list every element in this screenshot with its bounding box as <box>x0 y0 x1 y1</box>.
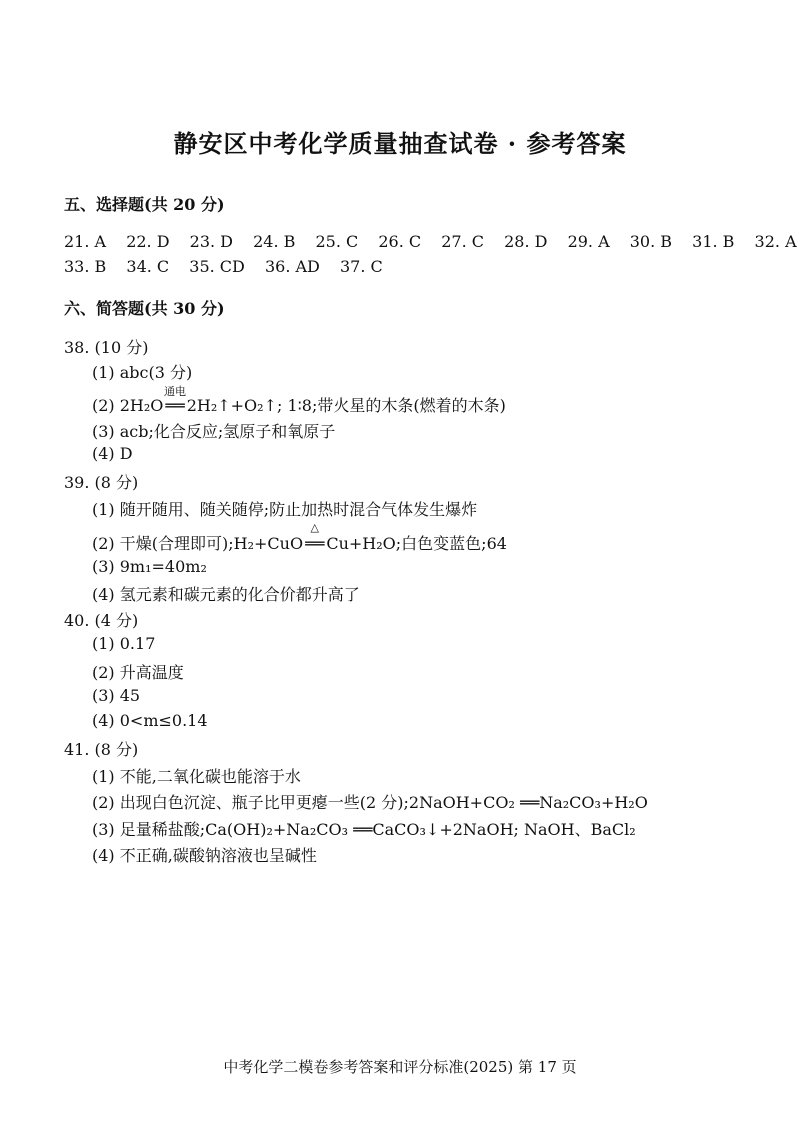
q39-answer-4: (4) 氢元素和碳元素的化合价都升高了 <box>92 585 360 604</box>
answer-23: 23. D <box>189 232 233 251</box>
answers-row-2 <box>64 257 398 276</box>
question-39-label: 39. (8 分) <box>64 473 139 492</box>
q40-answer-4: (4) 0<m≤0.14 <box>92 711 208 730</box>
answer-27: 27. C <box>441 232 485 251</box>
equals-sign: ══ <box>165 396 185 415</box>
q38-a2-prefix: (2) 2H₂O <box>92 396 164 415</box>
q40-answer-1: (1) 0.17 <box>92 634 156 653</box>
question-38-label: 38. (10 分) <box>64 338 149 357</box>
equals-sign: ══ <box>305 534 325 553</box>
q38-answer-3: (3) acb;化合反应;氢原子和氧原子 <box>92 422 336 441</box>
answer-21: 21. A <box>64 232 107 251</box>
answer-36: 36. AD <box>264 257 320 276</box>
answer-25: 25. C <box>315 232 359 251</box>
q41-answer-1: (1) 不能,二氧化碳也能溶于水 <box>92 767 301 786</box>
answer-34: 34. C <box>126 257 170 276</box>
page-title: 静安区中考化学质量抽查试卷 · 参考答案 <box>173 129 627 158</box>
answer-26: 26. C <box>378 232 422 251</box>
q38-answer-2 <box>92 385 506 416</box>
q38-answer-1: (1) abc(3 分) <box>92 363 193 382</box>
q40-answer-3: (3) 45 <box>92 686 141 705</box>
answer-28: 28. D <box>504 232 548 251</box>
reaction-condition <box>163 385 187 415</box>
question-41-label: 41. (8 分) <box>64 740 139 759</box>
q40-answer-2: (2) 升高温度 <box>92 663 184 682</box>
condition-label: △ <box>310 521 319 534</box>
q41-answer-3: (3) 足量稀盐酸;Ca(OH)₂+Na₂CO₃ ══CaCO₃↓+2NaOH; NaOH、BaCl₂ <box>92 820 636 839</box>
answer-24: 24. B <box>253 232 296 251</box>
q39-a2-suffix: Cu+H₂O;白色变蓝色;64 <box>326 534 507 553</box>
answer-33: 33. B <box>64 257 107 276</box>
q39-a2-prefix: (2) 干燥(合理即可);H₂+CuO <box>92 534 304 553</box>
reaction-condition <box>303 521 326 553</box>
section-6-heading: 六、简答题(共 30 分) <box>64 299 225 318</box>
question-40-label: 40. (4 分) <box>64 611 139 630</box>
answer-30: 30. B <box>629 232 673 251</box>
condition-label: 通电 <box>164 385 187 398</box>
q41-answer-4: (4) 不正确,碳酸钠溶液也呈碱性 <box>92 846 317 865</box>
answer-31: 31. B <box>692 232 735 251</box>
answer-22: 22. D <box>126 232 170 251</box>
answer-32: 32. A <box>754 232 797 251</box>
answers-row-1 <box>64 232 800 251</box>
q39-answer-1: (1) 随开随用、随关随停;防止加热时混合气体发生爆炸 <box>92 500 478 519</box>
answer-29: 29. A <box>567 232 610 251</box>
section-5-heading: 五、选择题(共 20 分) <box>64 195 225 214</box>
page-footer: 中考化学二模卷参考答案和评分标准(2025) 第 17 页 <box>223 1058 577 1076</box>
answer-37: 37. C <box>339 257 383 276</box>
q39-answer-3: (3) 9m₁=40m₂ <box>92 557 207 576</box>
q41-answer-2: (2) 出现白色沉淀、瓶子比甲更瘪一些(2 分);2NaOH+CO₂ ══Na₂CO₃+H₂O <box>92 793 648 812</box>
q38-a2-suffix: 2H₂↑+O₂↑; 1∶8;带火星的木条(燃着的木条) <box>186 396 506 415</box>
q39-answer-2 <box>92 521 507 554</box>
answer-35: 35. CD <box>189 257 245 276</box>
q38-answer-4: (4) D <box>92 444 133 463</box>
